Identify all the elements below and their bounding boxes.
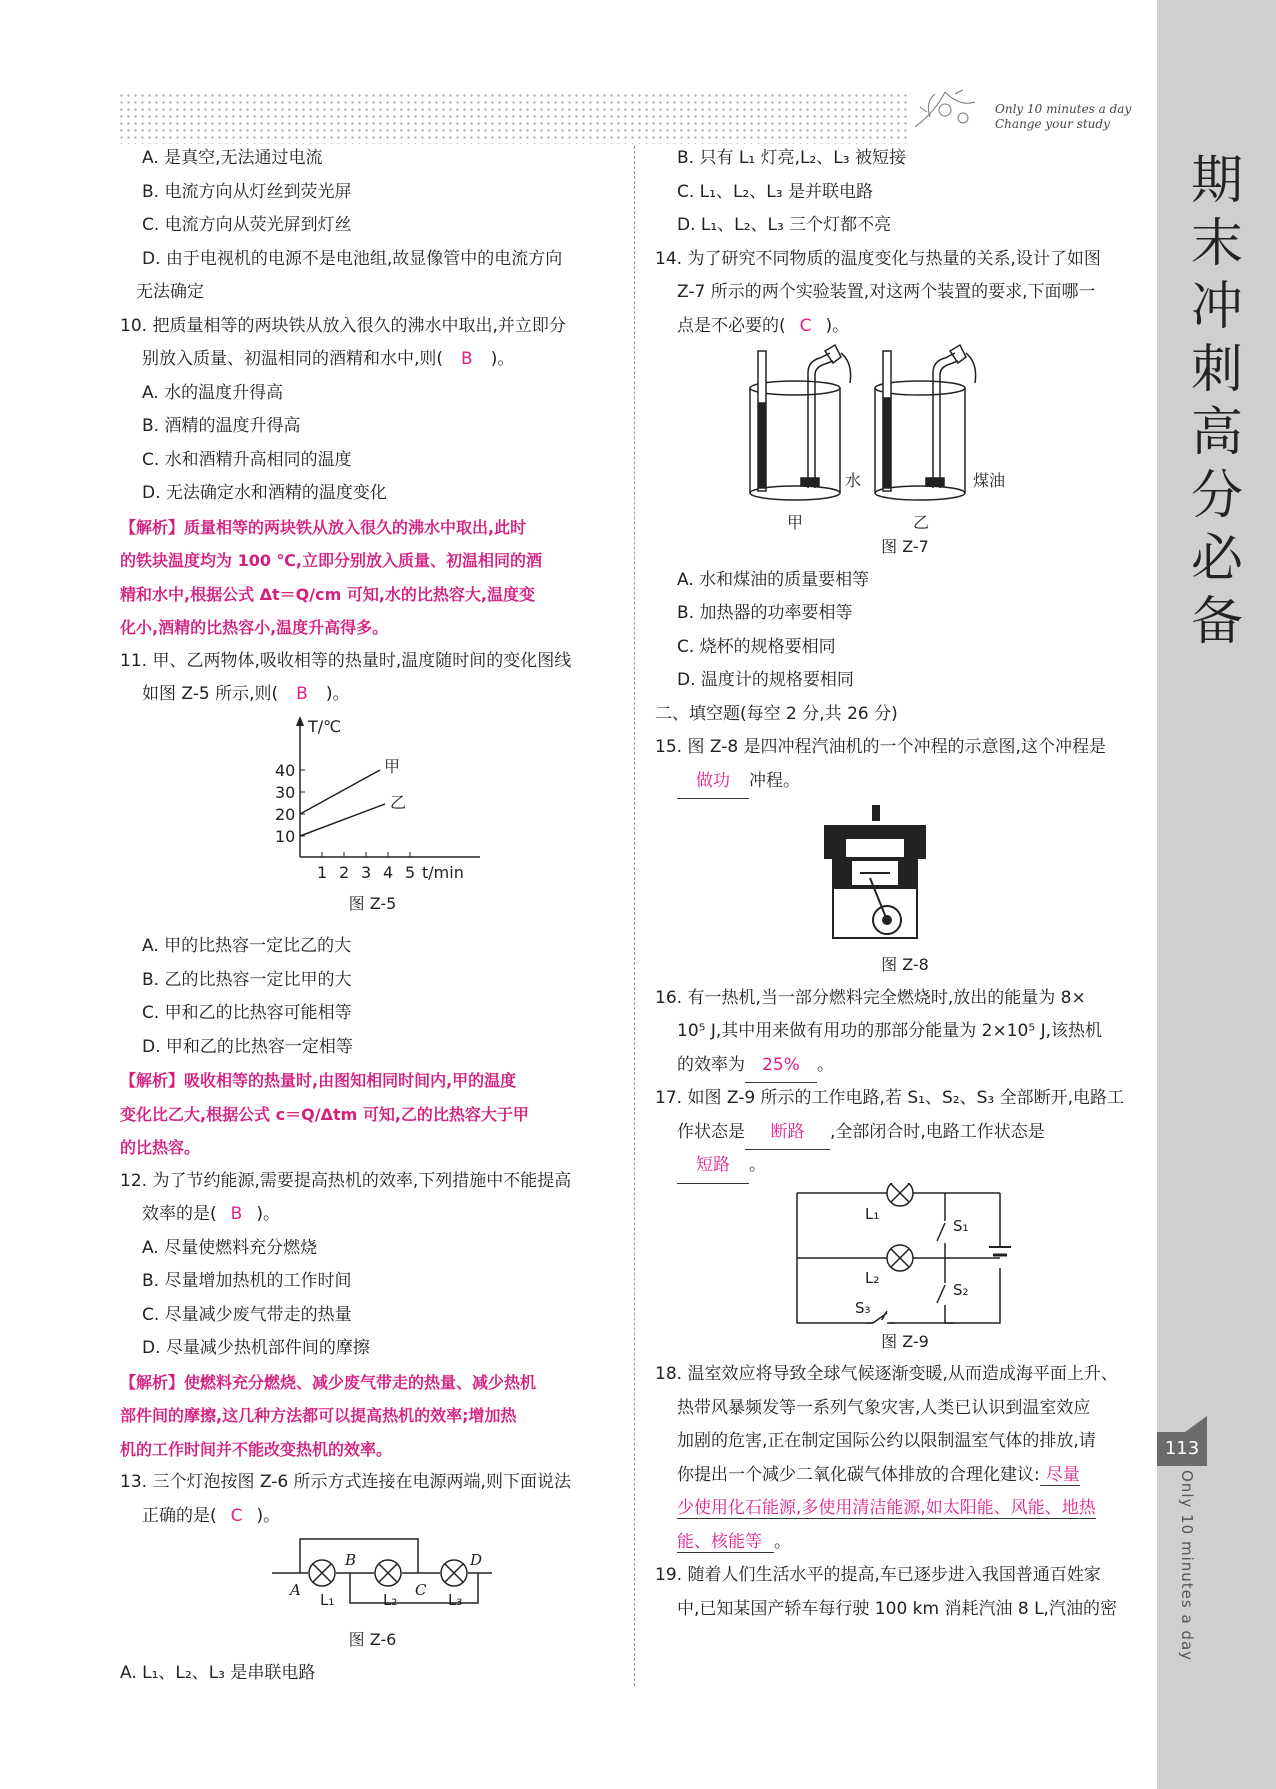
right-column [655,142,1155,1626]
z5-tick-x1: 1 [317,862,328,882]
z5-tick-30: 30 [275,782,296,802]
figure-z8-caption: 图 Z-8 [881,955,929,974]
q9-option-b: B. 电流方向从灯丝到荧光屏 [142,181,352,202]
figure-z5-caption: 图 Z-5 [348,893,397,913]
q18-answer-part-1: 尽量 [1040,1465,1080,1486]
q17-answer-2: 短路 [677,1149,749,1184]
q12-option-c: C. 尽量减少废气带走的热量 [142,1304,352,1325]
z5-tick-x3: 3 [361,862,372,882]
left-column [120,142,625,1690]
q9-option-d: D. 由于电视机的电源不是电池组,故显像管中的电流方向 [142,248,563,269]
q16-stem-cont-2: 的效率为 25% 。 [655,1049,1155,1083]
figure-z5 [120,712,625,887]
q10-explanation-4: 化小,酒精的比热容小,温度升高得多。 [120,618,389,637]
figure-z7 [655,343,1155,538]
q19-stem-cont: 中,已知某国产轿车每行驶 100 km 消耗汽油 8 L,汽油的密 [677,1598,1117,1619]
q12-option-a: A. 尽量使燃料充分燃烧 [142,1237,318,1258]
q17-stem-end: 短路 。 [655,1149,1155,1183]
q15-stem-cont: 做功 冲程。 [655,765,1155,799]
z5-tick-x2: 2 [339,862,350,882]
q13-option-b: B. 只有 L₁ 灯亮,L₂、L₃ 被短接 [677,148,906,168]
q10-explanation-2: 的铁块温度均为 100 ℃,立即分别放入质量、初温相同的酒 [120,551,542,570]
q18-answer-line-3: 能、核能等 。 [677,1531,791,1552]
q11-stem: 11. 甲、乙两物体,吸收相等的热量时,温度随时间的变化图线 [120,650,572,671]
q14-option-a: A. 水和煤油的质量要相等 [677,569,870,590]
q18-stem: 18. 温室效应将导致全球气候逐渐变暖,从而造成海平面上升、 [655,1364,1118,1384]
q17-stem: 17. 如图 Z-9 所示的工作电路,若 S₁、S₂、S₃ 全部断开,电路工 [655,1088,1124,1108]
q10-option-b: B. 酒精的温度升得高 [142,416,301,436]
z7-label-jia: 甲 [787,513,804,532]
temperature-time-graph [120,712,625,887]
z9-label-l2: L₂ [865,1268,880,1287]
q14-option-c: C. 烧杯的规格要相同 [677,636,836,657]
q18-stem-cont-2: 加剧的危害,正在制定国际公约以限制温室气体的排放,请 [677,1431,1096,1451]
tagline-line-1: Only 10 minutes a day [995,102,1132,116]
tagline-line-2: Change your study [995,117,1110,131]
q18-answer-part-2: 少使用化石能源,多使用清洁能源,如太阳能、风能、地热 [677,1498,1096,1518]
q13-answer: C [230,1505,243,1526]
q14-option-d: D. 温度计的规格要相同 [677,670,854,690]
q9-option-c: C. 电流方向从荧光屏到灯丝 [142,215,352,235]
z6-point-b: B [345,1551,357,1569]
q13-stem: 13. 三个灯泡按图 Z-6 所示方式连接在电源两端,则下面说法 [120,1472,571,1492]
q10-option-c: C. 水和酒精升高相同的温度 [142,449,352,470]
figure-z9-caption: 图 Z-9 [881,1331,929,1351]
z7-label-water: 水 [845,471,862,490]
q10-option-d: D. 无法确定水和酒精的温度变化 [142,483,387,503]
beaker-heating-setup [655,343,1155,538]
z6-label-l2: L₂ [383,1591,398,1609]
q10-stem-cont: 别放入质量、初温相同的酒精和水中,则( B )。 [142,349,515,369]
q11-explanation-1: 【解析】吸收相等的热量时,由图知相同时间内,甲的温度 [120,1071,517,1090]
figure-z8 [655,798,1155,948]
figure-z9 [655,1183,1155,1331]
q18-answer-part-3: 能、核能等 [677,1532,774,1553]
q14-stem-cont-1: Z-7 所示的两个实验装置,对这两个装置的要求,下面哪一 [677,282,1096,302]
q10-answer: B [461,349,473,369]
header-dot-band [118,92,908,144]
z5-tick-40: 40 [275,760,296,780]
q9-option-a: A. 是真空,无法通过电流 [142,148,323,168]
q11-answer: B [296,684,308,704]
q10-option-a: A. 水的温度升得高 [142,382,284,403]
z9-label-s1: S₁ [953,1216,969,1235]
q13-option-c: C. L₁、L₂、L₃ 是并联电路 [677,181,873,202]
q17-stem-cont: 作状态是 断路 ,全部闭合时,电路工作状态是 [655,1116,1155,1150]
q15-stem: 15. 图 Z-8 是四冲程汽油机的一个冲程的示意图,这个冲程是 [655,737,1106,757]
z7-label-yi: 乙 [913,513,930,532]
q13-option-d: D. L₁、L₂、L₃ 三个灯都不亮 [677,215,892,235]
z6-label-l1: L₁ [320,1591,335,1609]
q12-option-b: B. 尽量增加热机的工作时间 [142,1271,352,1291]
q14-stem: 14. 为了研究不同物质的温度变化与热量的关系,设计了如图 [655,248,1101,269]
engine-cylinder-diagram [655,798,1155,948]
q14-option-b: B. 加热器的功率要相等 [677,603,853,623]
z5-x-label: t/min [422,862,464,882]
q14-answer: C [799,315,812,336]
z9-label-l1: L₁ [865,1204,880,1223]
q11-stem-cont: 如图 Z-5 所示,则( B )。 [142,684,350,704]
q11-option-c: C. 甲和乙的比热容可能相等 [142,1003,352,1023]
column-divider [634,146,635,1686]
figure-z6 [120,1533,625,1623]
q16-stem: 16. 有一热机,当一部分燃料完全燃烧时,放出的能量为 8× [655,987,1086,1008]
q19-stem: 19. 随着人们生活水平的提高,车已逐步进入我国普通百姓家 [655,1565,1101,1585]
q10-explanation-3: 精和水中,根据公式 Δt＝Q/cm 可知,水的比热容大,温度变 [120,584,536,604]
z5-y-label: T/℃ [308,716,342,736]
z9-label-s3: S₃ [855,1298,871,1317]
q11-explanation-2: 变化比乙大,根据公式 c＝Q/Δtm 可知,乙的比热容大于甲 [120,1104,529,1124]
q12-stem: 12. 为了节约能源,需要提高热机的效率,下列措施中不能提高 [120,1170,572,1191]
q17-answer-1: 断路 [745,1116,830,1151]
q13-stem-cont: 正确的是( C )。 [142,1505,281,1526]
sidebar-vertical-text: Only 10 minutes a day [1178,1470,1196,1662]
section-2-heading: 二、填空题(每空 2 分,共 26 分) [655,703,898,724]
q10-explanation-1: 【解析】质量相等的两块铁从放入很久的沸水中取出,此时 [120,517,527,537]
figure-z7-caption: 图 Z-7 [881,537,929,556]
figure-z6-caption: 图 Z-6 [348,1630,397,1649]
z6-label-l3: L₃ [448,1591,463,1609]
z5-series-jia: 甲 [384,756,401,776]
three-bulb-circuit [120,1533,625,1623]
header-tagline [995,102,1131,132]
q11-option-d: D. 甲和乙的比热容一定相等 [142,1036,353,1057]
q12-explanation-3: 机的工作时间并不能改变热机的效率。 [120,1439,393,1459]
q12-option-d: D. 尽量减少热机部件间的摩擦 [142,1338,370,1358]
q16-answer: 25% [745,1049,817,1084]
q12-stem-cont: 效率的是( B )。 [142,1204,280,1224]
q9-option-d-cont: 无法确定 [136,282,204,302]
q14-stem-cont-2: 点是不必要的( C )。 [677,315,850,336]
q18-stem-cont-3: 你提出一个减少二氧化碳气体排放的合理化建议: 尽量 [677,1464,1080,1485]
z6-point-d: D [470,1551,483,1569]
q13-option-a: A. L₁、L₂、L₃ 是串联电路 [120,1662,316,1683]
q15-answer: 做功 [677,765,749,800]
z7-label-oil: 煤油 [973,471,1006,490]
q11-explanation-3: 的比热容。 [120,1138,201,1157]
switch-bulb-circuit [655,1183,1155,1331]
q12-answer: B [230,1204,243,1224]
q11-option-a: A. 甲的比热容一定比乙的大 [142,936,352,956]
z5-tick-10: 10 [275,826,296,846]
z5-tick-20: 20 [275,804,296,824]
q11-option-b: B. 乙的比热容一定比甲的大 [142,969,352,990]
z6-point-a: A [290,1581,301,1599]
q18-stem-cont-1: 热带风暴频发等一系列气象灾害,人类已认识到温室效应 [677,1397,1091,1418]
flower-ornament-icon [905,82,985,137]
z9-label-s2: S₂ [953,1280,969,1299]
page-number: 113 [1157,1432,1207,1466]
sidebar-title: 期 末 冲 刺 高 分 必 备 [1190,151,1243,652]
q18-answer-line-2 [655,1492,1155,1526]
z5-tick-x5: 5 [405,862,416,882]
z6-point-c: C [415,1581,427,1599]
z5-tick-x4: 4 [383,862,394,882]
q12-explanation-1: 【解析】使燃料充分燃烧、减少废气带走的热量、减少热机 [120,1372,537,1392]
z5-series-yi: 乙 [390,792,407,812]
q12-explanation-2: 部件间的摩擦,这几种方法都可以提高热机的效率;增加热 [120,1406,517,1425]
q10-stem: 10. 把质量相等的两块铁从放入很久的沸水中取出,并立即分 [120,315,566,336]
q16-stem-cont-1: 10⁵ J,其中用来做有用功的那部分能量为 2×10⁵ J,该热机 [677,1021,1102,1041]
